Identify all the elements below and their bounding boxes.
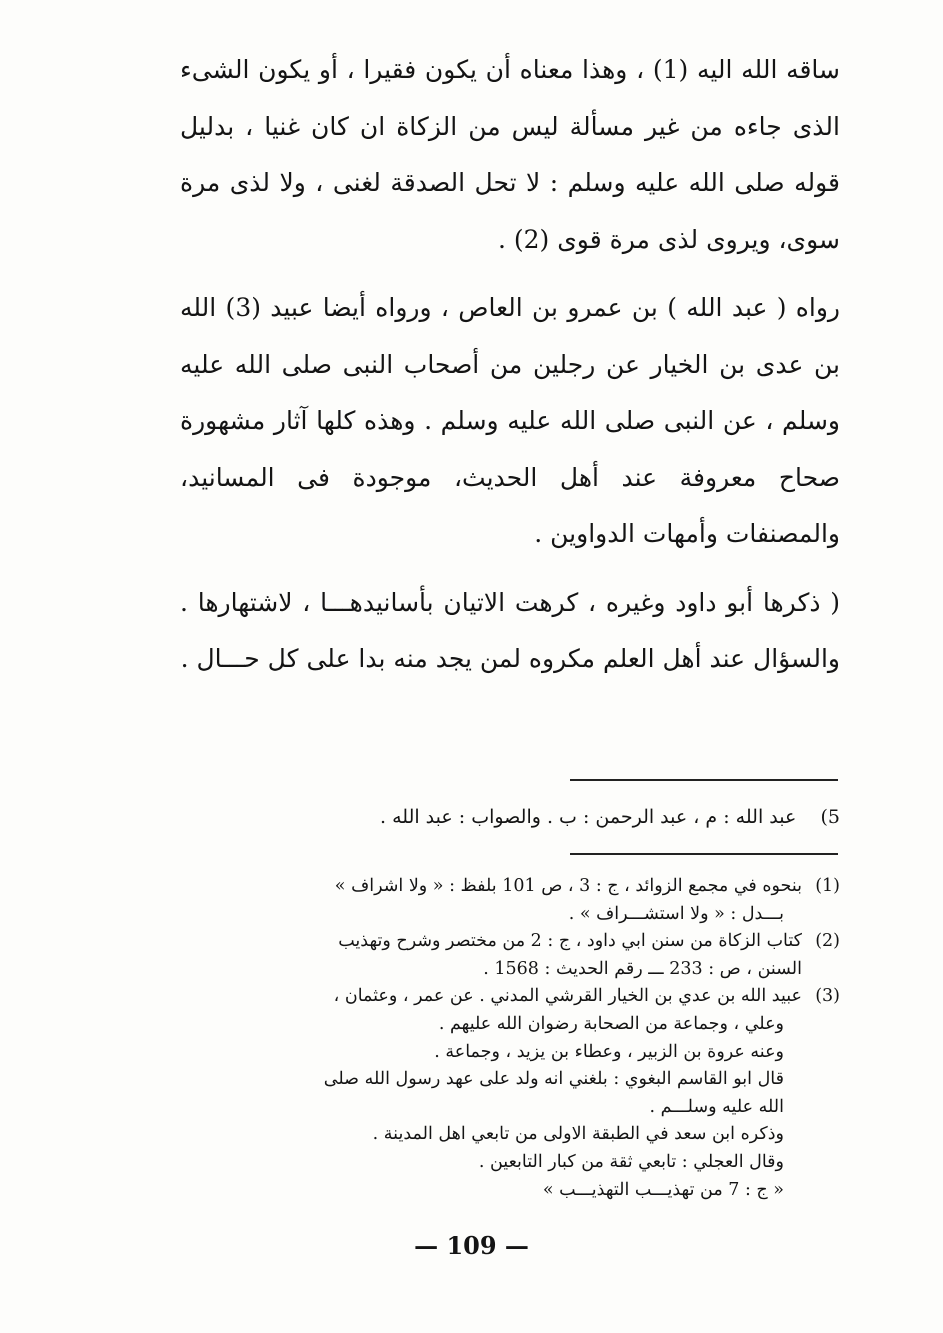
footnote-line: وعنه عروة بن الزبير ، وعطاء بن يزيد ، وجماعة . (434, 1041, 784, 1062)
footnote-body (180, 983, 802, 1204)
footnote-line: عبيد الله بن عدي بن الخيار القرشي المدني . عن عمر ، وعثمان ، (333, 986, 802, 1007)
paragraph-2: رواه ( عبد الله ) بن عمرو بن العاص ، ورواه أيضا عبيد (3) الله بن عدى بن الخيار عن رجلين من أصحاب النبى صلى الله عليه وسلم ، عن النبى صلى الله عليه وسلم . وهذه كلها آثار مشهورة صحاح معروفة عند أهل الحديث، موجودة فى المسانيد، والمصنفات وأمهات الدواوين . (180, 293, 840, 548)
paragraph-3: ( ذكرها أبو داود وغيره ، كرهت الاتيان بأسانيدهـــا ، لاشتهارها . والسؤال عند أهل العلم مكروه لمن يجد منه بدا على كل حـــال . (180, 587, 840, 673)
paragraph-1: ساقه الله اليه (1) ، وهذا معناه أن يكون فقيرا ، أو يكون الشىء الذى جاءه من غير مسألة ليس من الزكاة ان كان غنيا ، بدليل قوله صلى الله عليه وسلم : لا تحل الصدقة لغنى ، ولا لذى مرة سوى، ويروى لذى مرة قوى (2) . (180, 55, 841, 254)
footnote-separator-bottom (570, 853, 838, 855)
footnotes (180, 873, 840, 1204)
footnote-line: قال ابو القاسم البغوي : بلغني انه ولد على عهد رسول الله صلى (323, 1069, 784, 1090)
footnote-number: (2) (815, 931, 840, 952)
correction-note-number: 5) (820, 806, 840, 828)
footnote-line: بنحوه في مجمع الزوائد ، ج : 3 ، ص 101 بلفظ : « ولا اشراف » (334, 876, 802, 896)
correction-note (180, 797, 840, 837)
footnote-number: (1) (815, 876, 840, 896)
correction-note-text: عبد الله : م ، عبد الرحمن : ب . والصواب : عبد الله . (380, 806, 797, 828)
footnote-line: السنن ، ص : 233 ـــ رقم الحديث : 1568 . (483, 958, 802, 979)
footnote-number: (3) (815, 986, 840, 1007)
footnote-line: الله عليه وسلـــم . (649, 1096, 784, 1117)
footnote-1 (180, 873, 840, 928)
footnote-line: وذكره ابن سعد في الطبقة الاولى من تابعي اهل المدينة . (372, 1124, 784, 1145)
page-number: — 109 — (414, 1231, 529, 1260)
footnote-line: وعلي ، وجماعة من الصحابة رضوان الله عليهم . (438, 1013, 784, 1034)
footnote-line: كتاب الزكاة من سنن ابي داود ، ج : 2 من مختصر وشرح وتهذيب (338, 931, 802, 952)
footnote-body (180, 873, 802, 928)
footnote-2 (180, 928, 840, 983)
footnote-body (180, 928, 802, 983)
main-text (180, 42, 840, 688)
footnote-3 (180, 983, 840, 1204)
footnote-line: بـــدل : « ولا استشـــراف » . (568, 903, 784, 924)
footnote-line: وقال العجلي : تابعي ثقة من كبار التابعين . (478, 1151, 784, 1172)
footnote-separator-top (570, 779, 838, 781)
footnote-line: « ج : 7 من تهذيـــب التهذيـــب » (542, 1179, 784, 1200)
